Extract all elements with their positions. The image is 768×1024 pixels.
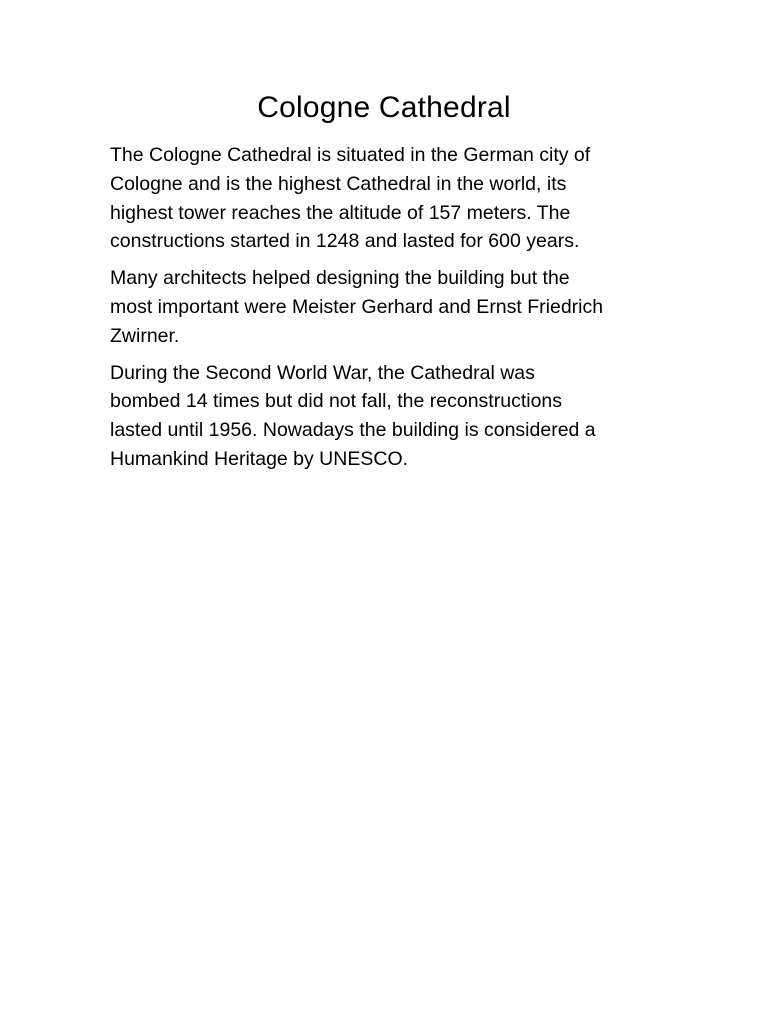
- paragraph-line: During the Second World War, the Cathedral was: [110, 361, 535, 384]
- paragraph-line: bombed 14 times but did not fall, the reconstructions: [110, 390, 563, 413]
- paragraph-line: highest tower reaches the altitude of 157 meters. The: [110, 201, 571, 224]
- paragraph-line: constructions started in 1248 and lasted for 600 years.: [110, 230, 580, 253]
- paragraph-line: lasted until 1956. Nowadays the building is considered a: [110, 419, 596, 442]
- paragraph-2: [110, 264, 670, 350]
- document-body: [110, 141, 670, 482]
- paragraph-line: Cologne and is the highest Cathedral in the world, its: [110, 172, 567, 195]
- paragraph-line: Many architects helped designing the building but the: [110, 267, 570, 290]
- page-title: Cologne Cathedral: [257, 91, 511, 124]
- paragraph-3: [110, 359, 670, 474]
- paragraph-line: Zwirner.: [110, 324, 180, 347]
- paragraph-line: The Cologne Cathedral is situated in the German city of: [110, 144, 591, 166]
- paragraph-line: Humankind Heritage by UNESCO.: [110, 447, 409, 470]
- paragraph-line: most important were Meister Gerhard and Ernst Friedrich: [110, 295, 604, 318]
- paragraph-1: [110, 141, 670, 256]
